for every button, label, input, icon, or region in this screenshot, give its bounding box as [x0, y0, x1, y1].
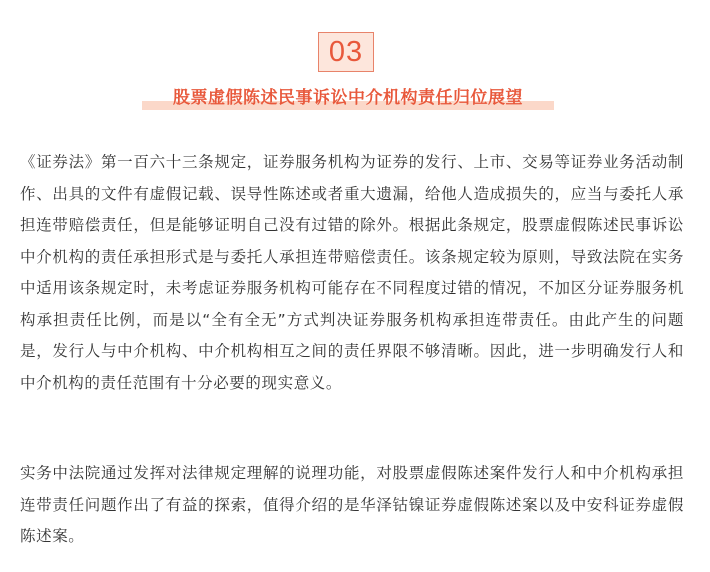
body-paragraph-2: 实务中法院通过发挥对法律规定理解的说理功能，对股票虚假陈述案件发行人和中介机构承担连带责任问题作出了有益的探索，值得介绍的是华泽钴镍证券虚假陈述案以及中安科证券虚假陈述案。	[20, 464, 684, 545]
section-number-badge: 03	[318, 32, 374, 72]
section-heading	[138, 84, 558, 116]
section-title: 股票虚假陈述民事诉讼中介机构责任归位展望	[173, 88, 523, 108]
body-paragraph-1: 《证券法》第一百六十三条规定，证券服务机构为证券的发行、上市、交易等证券业务活动制作、出具的文件有虚假记载、误导性陈述或者重大遗漏，给他人造成损失的，应当与委托人承担连带赔偿责任，但是能够证明自己没有过错的除外。根据此条规定，股票虚假陈述民事诉讼中介机构的责任承担形式是与委托人承担连带赔偿责任。该条规定较为原则，导致法院在实务中适用该条规定时，未考虑证券服务机构可能存在不同程度过错的情况，不加区分证券服务机构承担责任比例，而是以“全有全无”方式判决证券服务机构承担连带责任。由此产生的问题是，发行人与中介机构、中介机构相互之间的责任界限不够清晰。因此，进一步明确发行人和中介机构的责任范围有十分必要的现实意义。	[20, 153, 684, 392]
